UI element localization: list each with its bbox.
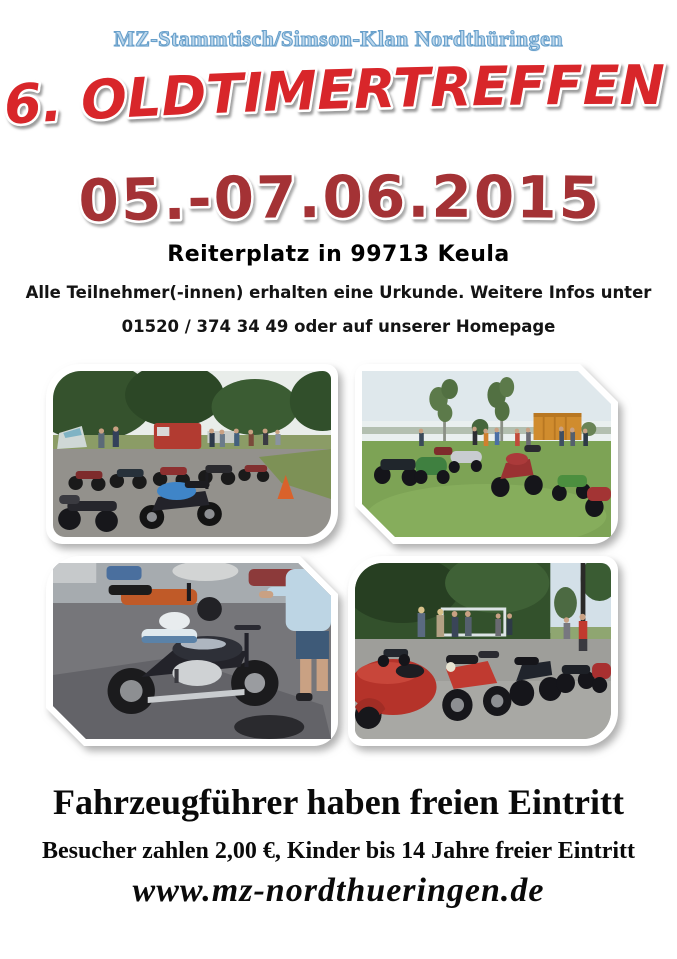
info-line-1: Alle Teilnehmer(-innen) erhalten eine Urkunde. Weitere Infos unter [25,283,652,302]
website-url: www.mz-nordthueringen.de [132,872,545,909]
footer-drivers-free: Fahrzeugführer haben freien Eintritt [53,782,624,822]
svg-text:05.-07.06.2015 [78,163,602,235]
photo-frame [46,364,338,544]
photo-bottom-right [348,556,618,746]
photo-top-right [355,364,618,544]
photo-frame [355,364,618,544]
photo-motorcycles-parking-lot [53,371,331,537]
photo-motorcycle-lineup-sidecar [355,563,611,739]
info-line-2: 01520 / 374 34 49 oder auf unserer Homepage [121,317,556,336]
photo-bottom-left [46,556,338,746]
event-date-wordart [0,142,677,242]
photo-frame [46,556,338,746]
photo-motorcycle-closeup [53,563,331,739]
event-title: 6. OLDTIMERTREFFEN [2,53,665,137]
venue-line: Reiterplatz in 99713 Keula [167,242,510,267]
svg-text:6. OLDTIMERTREFFEN [2,54,665,137]
footer-visitor-price: Besucher zahlen 2,00 €, Kinder bis 14 Jahre freier Eintritt [41,838,636,864]
club-name: MZ-Stammtisch/Simson-Klan Nordthüringen [113,26,564,51]
photo-top-left [46,364,338,544]
photo-frame [348,556,618,746]
photo-motorcycles-meadow [362,371,611,537]
event-date: 05.-07.06.2015 [77,162,602,236]
